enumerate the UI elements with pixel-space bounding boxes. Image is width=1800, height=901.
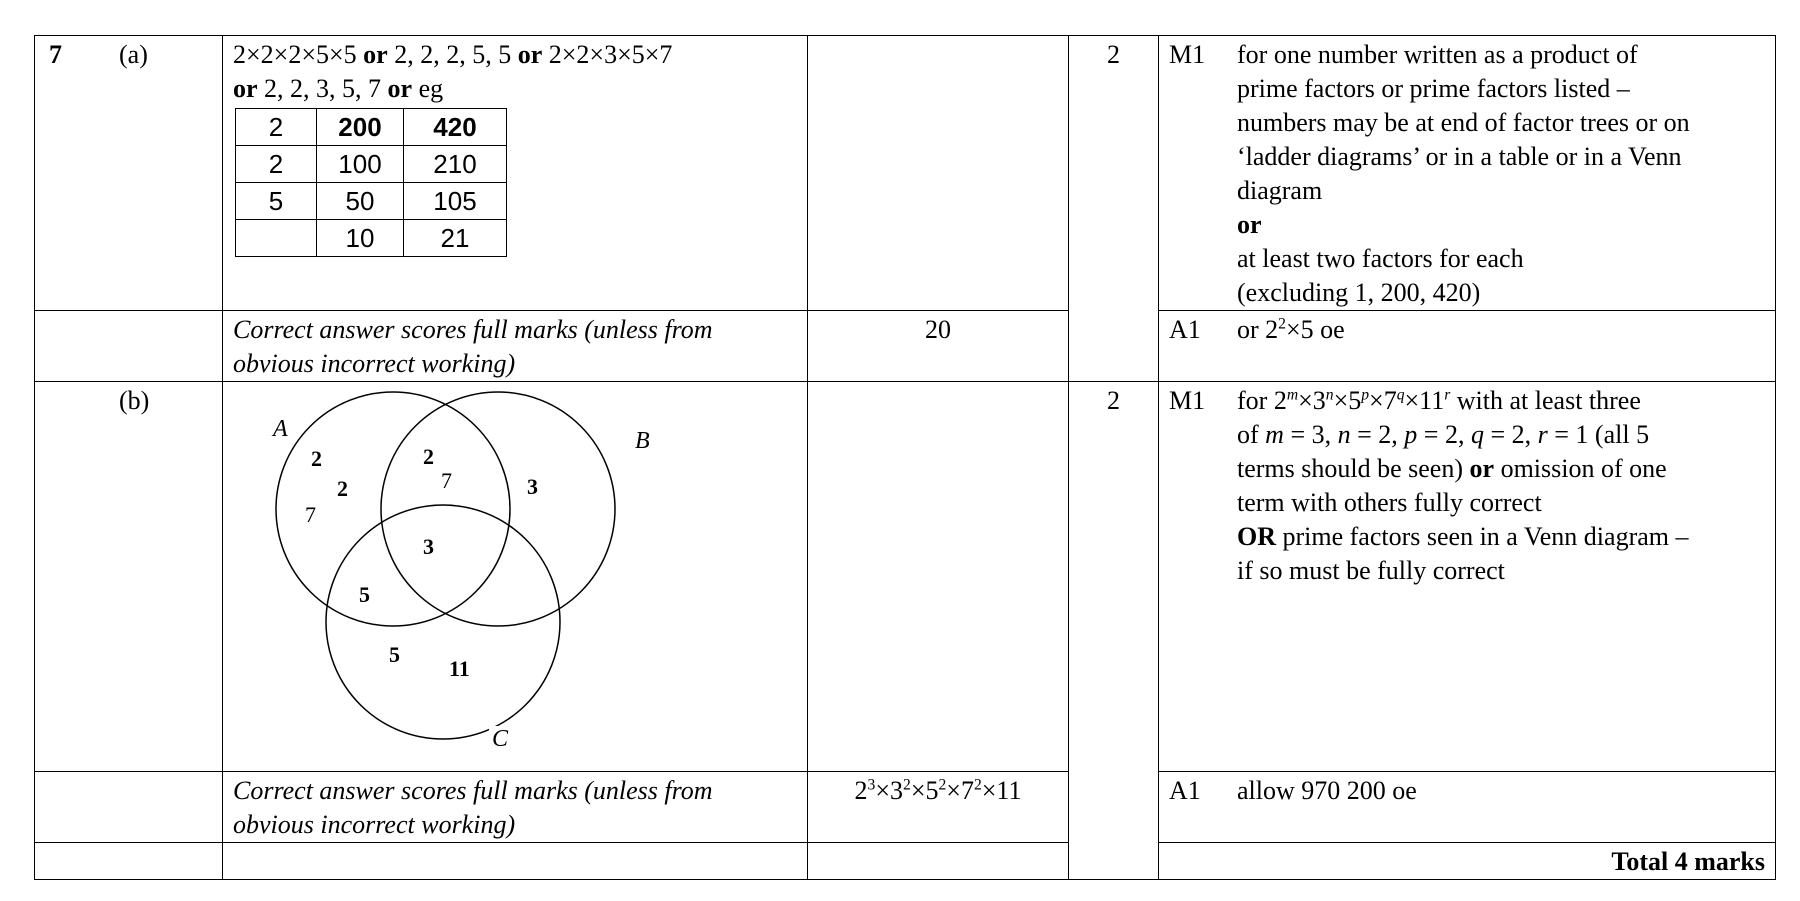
- factor-ladder-table: [235, 108, 507, 257]
- factor-cell: 2: [236, 146, 317, 183]
- working-line-1: [233, 38, 797, 72]
- a1-text: [1237, 313, 1765, 347]
- part-a-answer-note: [223, 311, 808, 382]
- m1-note-a: [1169, 38, 1765, 310]
- venn-svg: [253, 384, 673, 764]
- blank-cell: [35, 772, 223, 843]
- working-or-2: or: [517, 40, 543, 69]
- venn-label-a: A: [273, 416, 288, 442]
- working-or-1: or: [363, 40, 388, 69]
- working-expr-2: 2×2×3×5×7: [548, 40, 673, 69]
- factor-cell: 21: [404, 220, 507, 257]
- part-a-working: [223, 36, 808, 311]
- a1-code: A1: [1169, 776, 1201, 805]
- m1-line: term with others fully correct: [1237, 488, 1542, 517]
- working-eg: eg: [418, 74, 444, 103]
- a1-text: allow 970 200 oe: [1237, 776, 1417, 805]
- part-a-marks: 2: [1069, 36, 1159, 382]
- blank-cell: [35, 311, 223, 382]
- factor-cell: 10: [317, 220, 404, 257]
- venn-diagram: [253, 384, 673, 764]
- row-a-working: [35, 36, 1776, 311]
- blank-cell: [35, 843, 223, 880]
- venn-value: 11: [449, 656, 470, 681]
- working-list-1: 2, 2, 2, 5, 5: [394, 40, 512, 69]
- part-a-m1-notes: [1159, 36, 1776, 311]
- a1-rest: ×5 oe: [1285, 315, 1345, 344]
- part-b-answer-blank: [808, 382, 1069, 772]
- question-cell-a: [35, 36, 223, 311]
- factor-cell: 210: [404, 146, 507, 183]
- part-b-answer: $2^3\times 3^2\times 5^2\times 7^2\times 11$: [808, 772, 1069, 843]
- m1-line: for one number written as a product of: [1237, 40, 1638, 69]
- part-a-label: (a): [119, 40, 148, 69]
- a1-exponent: 2: [1278, 315, 1286, 333]
- part-b-working: [223, 382, 808, 772]
- answer-note-line: obvious incorrect working): [233, 810, 516, 839]
- question-number: 7: [49, 40, 62, 69]
- answer-note-line: Correct answer scores full marks (unless from: [233, 776, 713, 805]
- question-cell-b: [35, 382, 223, 772]
- m1-line: at least two factors for each: [1237, 244, 1524, 273]
- a1-base: 2: [1265, 315, 1279, 344]
- blank-cell: [808, 843, 1069, 880]
- part-a-a1-notes: [1159, 311, 1776, 382]
- factor-cell: 105: [404, 183, 507, 220]
- m1-code: M1: [1169, 386, 1206, 415]
- venn-value: 2: [311, 446, 322, 471]
- m1-text: [1237, 384, 1765, 588]
- m1-line: of m = 3, n = 2, p = 2, q = 2, r = 1 (all 5: [1237, 420, 1650, 449]
- a1-note-b: [1169, 774, 1765, 808]
- m1-line: if so must be fully correct: [1237, 556, 1505, 585]
- m1-line: ‘ladder diagrams’ or in a table or in a Venn: [1237, 142, 1682, 171]
- factor-cell: 420: [404, 109, 507, 146]
- m1-line: prime factors or prime factors listed –: [1237, 74, 1630, 103]
- row-total: [35, 843, 1776, 880]
- a1-code: A1: [1169, 315, 1201, 344]
- venn-label-b: B: [635, 428, 650, 454]
- row-b-answer: [35, 772, 1776, 843]
- venn-value: 3: [423, 534, 434, 559]
- venn-value: 2: [337, 476, 348, 501]
- m1-or: or: [1237, 210, 1262, 239]
- factor-row: [236, 220, 507, 257]
- part-b-label: (b): [119, 386, 150, 415]
- venn-label-c: C: [492, 726, 509, 752]
- venn-circle-b: [381, 392, 615, 626]
- a1-or: or: [1237, 315, 1259, 344]
- venn-value: 7: [441, 468, 452, 493]
- part-b-marks: 2: [1069, 382, 1159, 880]
- factor-cell: 200: [317, 109, 404, 146]
- working-or-4: or: [387, 74, 413, 103]
- factor-row: [236, 109, 507, 146]
- factor-cell: 5: [236, 183, 317, 220]
- m1-line: numbers may be at end of factor trees or on: [1237, 108, 1690, 137]
- working-or-3: or: [233, 74, 258, 103]
- m1-line: OR prime factors seen in a Venn diagram –: [1237, 522, 1689, 551]
- m1-expression: $2^m\times 3^n\times 5^p\times 7^q\times 11^r$: [1273, 386, 1451, 415]
- factor-cell: 2: [236, 109, 317, 146]
- working-line-2: [233, 72, 797, 106]
- answer-note-line: obvious incorrect working): [233, 349, 516, 378]
- factor-cell: 100: [317, 146, 404, 183]
- m1-line: terms should be seen) or omission of one: [1237, 454, 1667, 483]
- part-b-a1-notes: [1159, 772, 1776, 843]
- m1-line: for $2^m\times 3^n\times 5^p\times 7^q\times 11^r$ with at least three: [1237, 386, 1641, 415]
- venn-value: 7: [305, 502, 316, 527]
- venn-value: 2: [423, 444, 434, 469]
- working-list-2: 2, 2, 3, 5, 7: [264, 74, 382, 103]
- part-a-answer: 20: [808, 311, 1069, 382]
- mark-scheme-table: [34, 35, 1776, 880]
- factor-cell: 50: [317, 183, 404, 220]
- venn-value: 5: [359, 582, 370, 607]
- factor-row: [236, 146, 507, 183]
- a1-note-a: [1169, 313, 1765, 347]
- venn-value: 5: [389, 642, 400, 667]
- blank-cell: [223, 843, 808, 880]
- factor-row: [236, 183, 507, 220]
- total-marks: Total 4 marks: [1159, 843, 1776, 880]
- factor-cell: [236, 220, 317, 257]
- part-b-answer-note: [223, 772, 808, 843]
- row-a-answer: [35, 311, 1776, 382]
- row-b-working: [35, 382, 1776, 772]
- answer-note-line: Correct answer scores full marks (unless from: [233, 315, 713, 344]
- m1-code: M1: [1169, 40, 1206, 69]
- m1-line: diagram: [1237, 176, 1323, 205]
- m1-note-b: [1169, 384, 1765, 588]
- part-a-answer-blank: [808, 36, 1069, 311]
- m1-text: [1237, 38, 1765, 310]
- m1-line: (excluding 1, 200, 420): [1237, 278, 1481, 307]
- part-b-m1-notes: [1159, 382, 1776, 772]
- venn-value: 3: [527, 474, 538, 499]
- working-expr-1: 2×2×2×5×5: [233, 40, 357, 69]
